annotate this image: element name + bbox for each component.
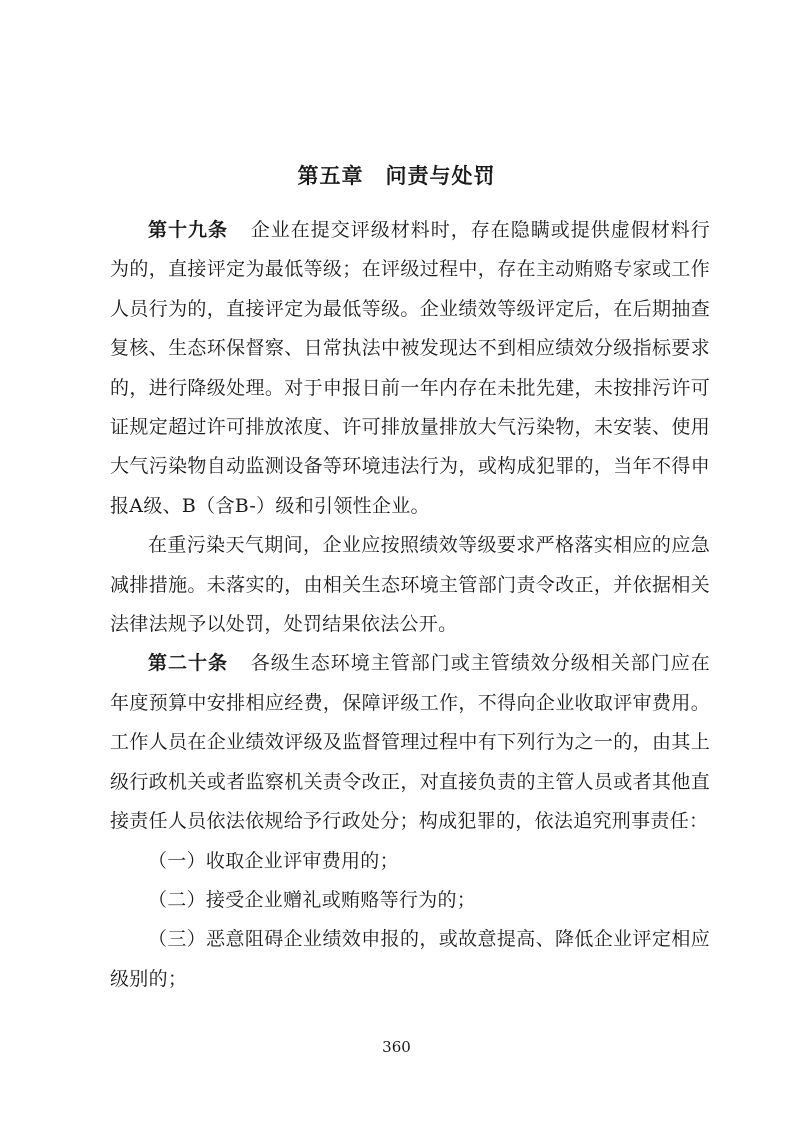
list-item-3-text: （三）恶意阻碍企业绩效申报的，或故意提高、降低企业评定相应级别的； [110, 928, 710, 990]
article-19-heading: 第十九条 [148, 219, 228, 241]
list-item-2 [110, 881, 710, 920]
article-19-text: 企业在提交评级材料时，存在隐瞒或提供虚假材料行为的，直接评定为最低等级；在评级过程中，存在主动贿赂专家或工作人员行为的，直接评定为最低等级。企业绩效等级评定后，在后期抽查复核、生态环保督察、日常执法中被发现达不到相应绩效分级指标要求的，进行降级处理。对于申报日前一年内存在未批先建，未按排污许可证规定超过许可排放浓度、许可排放量排放大气污染物，未安装、使用大气污染物自动监测设备等环境违法行为，或构成犯罪的，当年不得申报A级、B（含B-）级和引领性企业。 [110, 219, 710, 517]
chapter-number: 第五章 [297, 163, 364, 188]
article-20-heading: 第二十条 [148, 652, 228, 675]
article-19-paragraph [110, 211, 710, 526]
list-item-2-text: （二）接受企业赠礼或贿赂等行为的； [148, 888, 477, 911]
chapter-title [0, 160, 793, 190]
list-item-1 [110, 842, 710, 881]
article-19-second-paragraph [110, 526, 710, 644]
page-number: 360 [382, 1038, 411, 1056]
chapter-name: 问责与处罚 [385, 163, 496, 188]
article-20-text: 各级生态环境主管部门或主管绩效分级相关部门应在年度预算中安排相应经费，保障评级工作，不得向企业收取评审费用。工作人员在企业绩效评级及监督管理过程中有下列行为之一的，由其上级行政机关或者监察机关责令改正，对直接负责的主管人员或者其他直接责任人员依法依规给予行政处分；构成犯罪的，依法追究刑事责任： [110, 652, 710, 833]
article-19-second-text: 在重污染天气期间，企业应按照绩效等级要求严格落实相应的应急减排措施。未落实的，由相关生态环境主管部门责令改正，并依据相关法律法规予以处罚，处罚结果依法公开。 [110, 534, 710, 636]
list-item-1-text: （一）收取企业评审费用的； [148, 849, 399, 872]
article-20-paragraph [110, 644, 710, 841]
chapter-body [110, 211, 710, 999]
list-item-3 [110, 920, 710, 999]
